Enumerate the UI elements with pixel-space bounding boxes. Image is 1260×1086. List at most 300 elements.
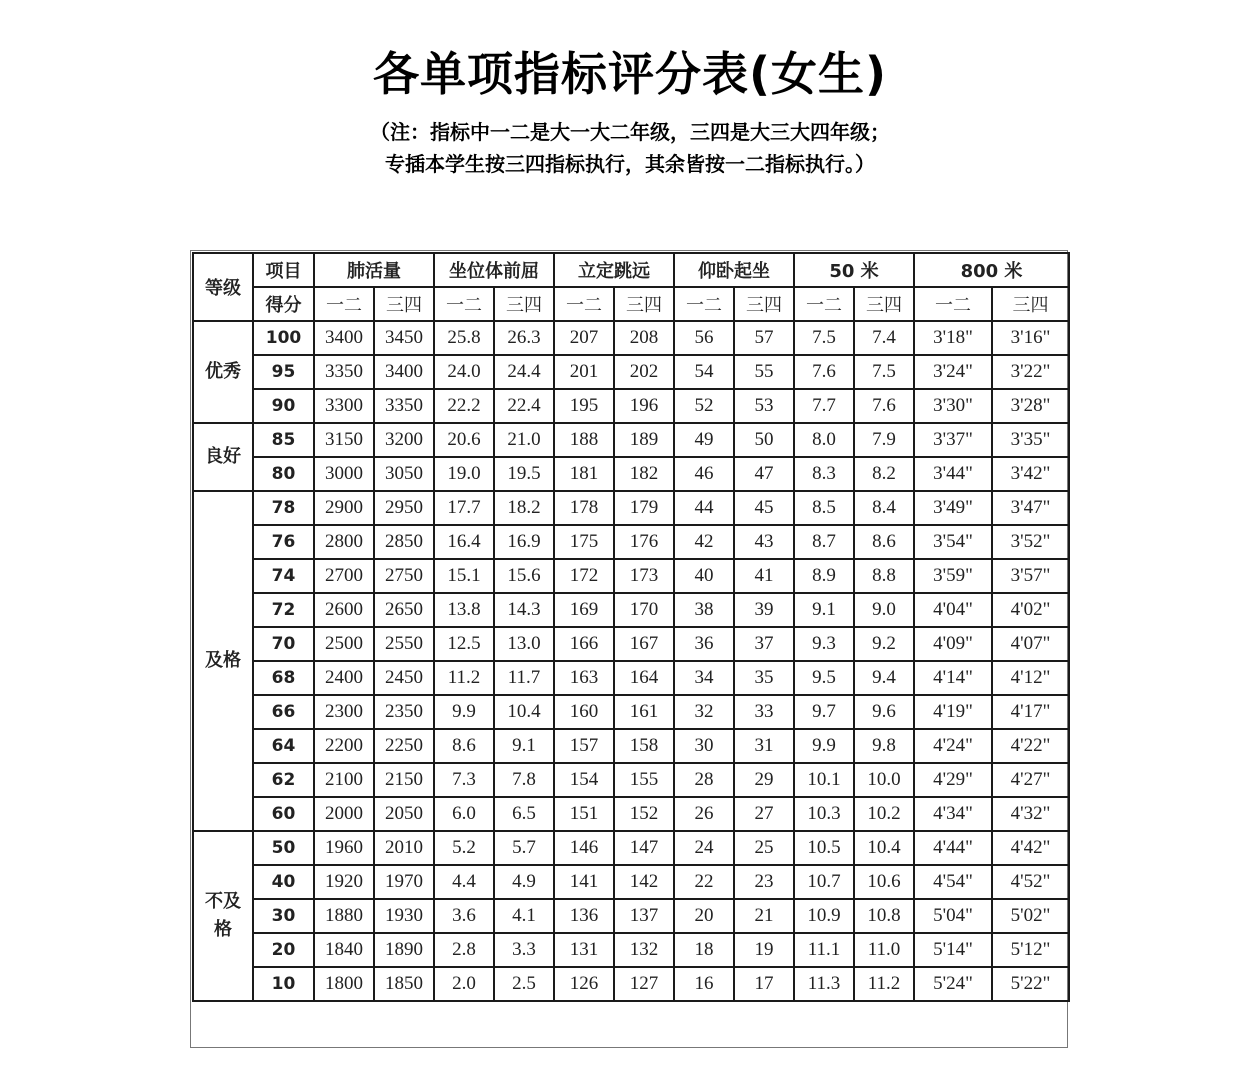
grade-cell: 良好 bbox=[193, 423, 253, 491]
value-cell: 155 bbox=[614, 763, 674, 797]
value-cell: 41 bbox=[734, 559, 794, 593]
value-cell: 8.6 bbox=[434, 729, 494, 763]
table-row bbox=[193, 763, 1069, 797]
value-cell: 3'16" bbox=[992, 321, 1069, 355]
value-cell: 2.8 bbox=[434, 933, 494, 967]
value-cell: 11.2 bbox=[854, 967, 914, 1001]
value-cell: 10.5 bbox=[794, 831, 854, 865]
table-row bbox=[193, 423, 1069, 457]
score-cell: 68 bbox=[253, 661, 314, 695]
value-cell: 4'19" bbox=[914, 695, 992, 729]
value-cell: 10.9 bbox=[794, 899, 854, 933]
value-cell: 50 bbox=[734, 423, 794, 457]
value-cell: 8.5 bbox=[794, 491, 854, 525]
value-cell: 18 bbox=[674, 933, 734, 967]
value-cell: 2750 bbox=[374, 559, 434, 593]
value-cell: 9.5 bbox=[794, 661, 854, 695]
value-cell: 127 bbox=[614, 967, 674, 1001]
value-cell: 7.5 bbox=[794, 321, 854, 355]
value-cell: 36 bbox=[674, 627, 734, 661]
value-cell: 1920 bbox=[314, 865, 374, 899]
grade-header: 等级 bbox=[193, 253, 253, 321]
value-cell: 2200 bbox=[314, 729, 374, 763]
value-cell: 8.2 bbox=[854, 457, 914, 491]
table-row bbox=[193, 491, 1069, 525]
value-cell: 157 bbox=[554, 729, 614, 763]
sub-header-34: 三四 bbox=[992, 287, 1069, 321]
value-cell: 15.1 bbox=[434, 559, 494, 593]
value-cell: 4'22" bbox=[992, 729, 1069, 763]
value-cell: 17 bbox=[734, 967, 794, 1001]
note-line-2: 专插本学生按三四指标执行，其余皆按一二指标执行。） bbox=[385, 152, 875, 176]
item-header-situp: 仰卧起坐 bbox=[674, 253, 794, 287]
value-cell: 3350 bbox=[314, 355, 374, 389]
table-row bbox=[193, 559, 1069, 593]
value-cell: 176 bbox=[614, 525, 674, 559]
value-cell: 1960 bbox=[314, 831, 374, 865]
value-cell: 3050 bbox=[374, 457, 434, 491]
score-cell: 30 bbox=[253, 899, 314, 933]
value-cell: 4'17" bbox=[992, 695, 1069, 729]
value-cell: 42 bbox=[674, 525, 734, 559]
value-cell: 23 bbox=[734, 865, 794, 899]
value-cell: 4'54" bbox=[914, 865, 992, 899]
value-cell: 132 bbox=[614, 933, 674, 967]
value-cell: 16.9 bbox=[494, 525, 554, 559]
sub-header-34: 三四 bbox=[614, 287, 674, 321]
value-cell: 24.4 bbox=[494, 355, 554, 389]
value-cell: 3150 bbox=[314, 423, 374, 457]
value-cell: 10.6 bbox=[854, 865, 914, 899]
score-cell: 60 bbox=[253, 797, 314, 831]
value-cell: 4'27" bbox=[992, 763, 1069, 797]
value-cell: 20 bbox=[674, 899, 734, 933]
table-row bbox=[193, 355, 1069, 389]
value-cell: 25 bbox=[734, 831, 794, 865]
score-cell: 72 bbox=[253, 593, 314, 627]
score-cell: 10 bbox=[253, 967, 314, 1001]
value-cell: 169 bbox=[554, 593, 614, 627]
value-cell: 1970 bbox=[374, 865, 434, 899]
value-cell: 8.8 bbox=[854, 559, 914, 593]
value-cell: 189 bbox=[614, 423, 674, 457]
value-cell: 3'52" bbox=[992, 525, 1069, 559]
value-cell: 2700 bbox=[314, 559, 374, 593]
value-cell: 12.5 bbox=[434, 627, 494, 661]
value-cell: 46 bbox=[674, 457, 734, 491]
value-cell: 9.6 bbox=[854, 695, 914, 729]
value-cell: 1880 bbox=[314, 899, 374, 933]
value-cell: 137 bbox=[614, 899, 674, 933]
value-cell: 24.0 bbox=[434, 355, 494, 389]
value-cell: 3'18" bbox=[914, 321, 992, 355]
value-cell: 2350 bbox=[374, 695, 434, 729]
value-cell: 26 bbox=[674, 797, 734, 831]
value-cell: 188 bbox=[554, 423, 614, 457]
value-cell: 182 bbox=[614, 457, 674, 491]
item-header: 项目 bbox=[253, 253, 314, 287]
value-cell: 2050 bbox=[374, 797, 434, 831]
value-cell: 54 bbox=[674, 355, 734, 389]
value-cell: 164 bbox=[614, 661, 674, 695]
value-cell: 45 bbox=[734, 491, 794, 525]
value-cell: 5'04" bbox=[914, 899, 992, 933]
value-cell: 181 bbox=[554, 457, 614, 491]
value-cell: 151 bbox=[554, 797, 614, 831]
value-cell: 172 bbox=[554, 559, 614, 593]
value-cell: 2650 bbox=[374, 593, 434, 627]
value-cell: 3400 bbox=[374, 355, 434, 389]
value-cell: 3'54" bbox=[914, 525, 992, 559]
value-cell: 3'28" bbox=[992, 389, 1069, 423]
value-cell: 4'24" bbox=[914, 729, 992, 763]
value-cell: 31 bbox=[734, 729, 794, 763]
score-cell: 66 bbox=[253, 695, 314, 729]
value-cell: 3'57" bbox=[992, 559, 1069, 593]
table-row bbox=[193, 593, 1069, 627]
value-cell: 32 bbox=[674, 695, 734, 729]
value-cell: 2010 bbox=[374, 831, 434, 865]
value-cell: 10.4 bbox=[854, 831, 914, 865]
value-cell: 8.4 bbox=[854, 491, 914, 525]
value-cell: 10.0 bbox=[854, 763, 914, 797]
value-cell: 9.9 bbox=[794, 729, 854, 763]
value-cell: 2300 bbox=[314, 695, 374, 729]
value-cell: 5'12" bbox=[992, 933, 1069, 967]
value-cell: 166 bbox=[554, 627, 614, 661]
value-cell: 7.7 bbox=[794, 389, 854, 423]
value-cell: 2150 bbox=[374, 763, 434, 797]
value-cell: 10.8 bbox=[854, 899, 914, 933]
value-cell: 6.5 bbox=[494, 797, 554, 831]
value-cell: 30 bbox=[674, 729, 734, 763]
value-cell: 195 bbox=[554, 389, 614, 423]
value-cell: 6.0 bbox=[434, 797, 494, 831]
score-cell: 90 bbox=[253, 389, 314, 423]
value-cell: 3'44" bbox=[914, 457, 992, 491]
value-cell: 7.3 bbox=[434, 763, 494, 797]
note-line-1: （注：指标中一二是大一大二年级，三四是大三大四年级； bbox=[370, 120, 890, 144]
grade-cell: 优秀 bbox=[193, 321, 253, 423]
value-cell: 8.7 bbox=[794, 525, 854, 559]
value-cell: 2600 bbox=[314, 593, 374, 627]
value-cell: 20.6 bbox=[434, 423, 494, 457]
value-cell: 1800 bbox=[314, 967, 374, 1001]
value-cell: 53 bbox=[734, 389, 794, 423]
item-header-50m: 50 米 bbox=[794, 253, 914, 287]
value-cell: 2100 bbox=[314, 763, 374, 797]
value-cell: 152 bbox=[614, 797, 674, 831]
value-cell: 8.0 bbox=[794, 423, 854, 457]
value-cell: 11.3 bbox=[794, 967, 854, 1001]
value-cell: 13.8 bbox=[434, 593, 494, 627]
value-cell: 22.4 bbox=[494, 389, 554, 423]
value-cell: 3'42" bbox=[992, 457, 1069, 491]
value-cell: 9.2 bbox=[854, 627, 914, 661]
value-cell: 2950 bbox=[374, 491, 434, 525]
value-cell: 9.8 bbox=[854, 729, 914, 763]
score-cell: 100 bbox=[253, 321, 314, 355]
value-cell: 49 bbox=[674, 423, 734, 457]
value-cell: 1930 bbox=[374, 899, 434, 933]
value-cell: 11.7 bbox=[494, 661, 554, 695]
value-cell: 4'32" bbox=[992, 797, 1069, 831]
value-cell: 5'02" bbox=[992, 899, 1069, 933]
value-cell: 28 bbox=[674, 763, 734, 797]
sub-header-12: 一二 bbox=[554, 287, 614, 321]
value-cell: 2400 bbox=[314, 661, 374, 695]
grade-cell: 及格 bbox=[193, 491, 253, 831]
value-cell: 4'34" bbox=[914, 797, 992, 831]
value-cell: 18.2 bbox=[494, 491, 554, 525]
sub-header-34: 三四 bbox=[854, 287, 914, 321]
value-cell: 4'02" bbox=[992, 593, 1069, 627]
sub-header-12: 一二 bbox=[794, 287, 854, 321]
value-cell: 2550 bbox=[374, 627, 434, 661]
score-header: 得分 bbox=[253, 287, 314, 321]
value-cell: 43 bbox=[734, 525, 794, 559]
value-cell: 3000 bbox=[314, 457, 374, 491]
value-cell: 3450 bbox=[374, 321, 434, 355]
value-cell: 29 bbox=[734, 763, 794, 797]
value-cell: 147 bbox=[614, 831, 674, 865]
value-cell: 4'04" bbox=[914, 593, 992, 627]
value-cell: 161 bbox=[614, 695, 674, 729]
score-cell: 85 bbox=[253, 423, 314, 457]
value-cell: 7.9 bbox=[854, 423, 914, 457]
value-cell: 11.2 bbox=[434, 661, 494, 695]
value-cell: 15.6 bbox=[494, 559, 554, 593]
value-cell: 16 bbox=[674, 967, 734, 1001]
value-cell: 3'37" bbox=[914, 423, 992, 457]
score-cell: 78 bbox=[253, 491, 314, 525]
value-cell: 9.1 bbox=[794, 593, 854, 627]
sub-header-12: 一二 bbox=[314, 287, 374, 321]
value-cell: 2.0 bbox=[434, 967, 494, 1001]
value-cell: 4'14" bbox=[914, 661, 992, 695]
header-row-2 bbox=[193, 287, 1069, 321]
sub-header-12: 一二 bbox=[674, 287, 734, 321]
value-cell: 56 bbox=[674, 321, 734, 355]
value-cell: 4'09" bbox=[914, 627, 992, 661]
value-cell: 7.4 bbox=[854, 321, 914, 355]
table-row bbox=[193, 389, 1069, 423]
value-cell: 26.3 bbox=[494, 321, 554, 355]
value-cell: 39 bbox=[734, 593, 794, 627]
value-cell: 19.0 bbox=[434, 457, 494, 491]
value-cell: 7.6 bbox=[854, 389, 914, 423]
value-cell: 16.4 bbox=[434, 525, 494, 559]
value-cell: 21.0 bbox=[494, 423, 554, 457]
value-cell: 2500 bbox=[314, 627, 374, 661]
value-cell: 1840 bbox=[314, 933, 374, 967]
table-row bbox=[193, 661, 1069, 695]
value-cell: 47 bbox=[734, 457, 794, 491]
value-cell: 170 bbox=[614, 593, 674, 627]
sub-header-12: 一二 bbox=[914, 287, 992, 321]
value-cell: 7.5 bbox=[854, 355, 914, 389]
score-cell: 20 bbox=[253, 933, 314, 967]
value-cell: 131 bbox=[554, 933, 614, 967]
value-cell: 5.7 bbox=[494, 831, 554, 865]
score-cell: 50 bbox=[253, 831, 314, 865]
table-row bbox=[193, 627, 1069, 661]
score-table bbox=[192, 252, 1070, 1002]
value-cell: 17.7 bbox=[434, 491, 494, 525]
value-cell: 4'44" bbox=[914, 831, 992, 865]
value-cell: 13.0 bbox=[494, 627, 554, 661]
item-header-long-jump: 立定跳远 bbox=[554, 253, 674, 287]
score-cell: 64 bbox=[253, 729, 314, 763]
value-cell: 11.1 bbox=[794, 933, 854, 967]
score-cell: 70 bbox=[253, 627, 314, 661]
value-cell: 2250 bbox=[374, 729, 434, 763]
value-cell: 3'22" bbox=[992, 355, 1069, 389]
value-cell: 19 bbox=[734, 933, 794, 967]
value-cell: 175 bbox=[554, 525, 614, 559]
value-cell: 136 bbox=[554, 899, 614, 933]
value-cell: 3300 bbox=[314, 389, 374, 423]
value-cell: 3400 bbox=[314, 321, 374, 355]
score-cell: 76 bbox=[253, 525, 314, 559]
sub-header-12: 一二 bbox=[434, 287, 494, 321]
value-cell: 158 bbox=[614, 729, 674, 763]
value-cell: 24 bbox=[674, 831, 734, 865]
value-cell: 25.8 bbox=[434, 321, 494, 355]
value-cell: 201 bbox=[554, 355, 614, 389]
value-cell: 7.8 bbox=[494, 763, 554, 797]
value-cell: 5.2 bbox=[434, 831, 494, 865]
value-cell: 142 bbox=[614, 865, 674, 899]
value-cell: 178 bbox=[554, 491, 614, 525]
value-cell: 179 bbox=[614, 491, 674, 525]
table-row bbox=[193, 729, 1069, 763]
value-cell: 207 bbox=[554, 321, 614, 355]
value-cell: 27 bbox=[734, 797, 794, 831]
value-cell: 1850 bbox=[374, 967, 434, 1001]
table-row bbox=[193, 797, 1069, 831]
value-cell: 163 bbox=[554, 661, 614, 695]
value-cell: 2850 bbox=[374, 525, 434, 559]
value-cell: 5'22" bbox=[992, 967, 1069, 1001]
value-cell: 3'47" bbox=[992, 491, 1069, 525]
value-cell: 4'07" bbox=[992, 627, 1069, 661]
value-cell: 3'49" bbox=[914, 491, 992, 525]
value-cell: 44 bbox=[674, 491, 734, 525]
value-cell: 3'30" bbox=[914, 389, 992, 423]
score-cell: 74 bbox=[253, 559, 314, 593]
value-cell: 4.4 bbox=[434, 865, 494, 899]
value-cell: 9.7 bbox=[794, 695, 854, 729]
value-cell: 141 bbox=[554, 865, 614, 899]
item-header-sit-reach: 坐位体前屈 bbox=[434, 253, 554, 287]
value-cell: 34 bbox=[674, 661, 734, 695]
table-row bbox=[193, 899, 1069, 933]
score-cell: 40 bbox=[253, 865, 314, 899]
value-cell: 8.9 bbox=[794, 559, 854, 593]
grade-cell bbox=[193, 831, 253, 1001]
value-cell: 9.1 bbox=[494, 729, 554, 763]
table-row bbox=[193, 457, 1069, 491]
value-cell: 10.7 bbox=[794, 865, 854, 899]
score-cell: 80 bbox=[253, 457, 314, 491]
sub-header-34: 三四 bbox=[494, 287, 554, 321]
table-row bbox=[193, 525, 1069, 559]
value-cell: 208 bbox=[614, 321, 674, 355]
value-cell: 10.4 bbox=[494, 695, 554, 729]
page-title: 各单项指标评分表(女生) bbox=[372, 47, 888, 101]
item-header-lung: 肺活量 bbox=[314, 253, 434, 287]
value-cell: 2.5 bbox=[494, 967, 554, 1001]
value-cell: 1890 bbox=[374, 933, 434, 967]
value-cell: 40 bbox=[674, 559, 734, 593]
value-cell: 9.0 bbox=[854, 593, 914, 627]
value-cell: 2900 bbox=[314, 491, 374, 525]
value-cell: 196 bbox=[614, 389, 674, 423]
value-cell: 9.9 bbox=[434, 695, 494, 729]
table-row bbox=[193, 695, 1069, 729]
score-cell: 95 bbox=[253, 355, 314, 389]
score-cell: 62 bbox=[253, 763, 314, 797]
value-cell: 4'29" bbox=[914, 763, 992, 797]
value-cell: 37 bbox=[734, 627, 794, 661]
table-row bbox=[193, 865, 1069, 899]
table-row bbox=[193, 967, 1069, 1001]
value-cell: 9.3 bbox=[794, 627, 854, 661]
grade-label-line: 格 bbox=[214, 919, 232, 940]
value-cell: 14.3 bbox=[494, 593, 554, 627]
value-cell: 3350 bbox=[374, 389, 434, 423]
sub-header-34: 三四 bbox=[374, 287, 434, 321]
value-cell: 202 bbox=[614, 355, 674, 389]
value-cell: 173 bbox=[614, 559, 674, 593]
value-cell: 3.6 bbox=[434, 899, 494, 933]
value-cell: 4'42" bbox=[992, 831, 1069, 865]
table-row bbox=[193, 933, 1069, 967]
value-cell: 21 bbox=[734, 899, 794, 933]
value-cell: 11.0 bbox=[854, 933, 914, 967]
value-cell: 5'14" bbox=[914, 933, 992, 967]
value-cell: 4.1 bbox=[494, 899, 554, 933]
value-cell: 4'12" bbox=[992, 661, 1069, 695]
value-cell: 160 bbox=[554, 695, 614, 729]
value-cell: 8.6 bbox=[854, 525, 914, 559]
value-cell: 35 bbox=[734, 661, 794, 695]
value-cell: 22.2 bbox=[434, 389, 494, 423]
value-cell: 8.3 bbox=[794, 457, 854, 491]
value-cell: 33 bbox=[734, 695, 794, 729]
grade-label-line: 不及 bbox=[205, 891, 241, 912]
value-cell: 10.3 bbox=[794, 797, 854, 831]
sub-header-34: 三四 bbox=[734, 287, 794, 321]
value-cell: 126 bbox=[554, 967, 614, 1001]
table-row bbox=[193, 321, 1069, 355]
value-cell: 3'59" bbox=[914, 559, 992, 593]
value-cell: 10.2 bbox=[854, 797, 914, 831]
value-cell: 38 bbox=[674, 593, 734, 627]
value-cell: 57 bbox=[734, 321, 794, 355]
value-cell: 4.9 bbox=[494, 865, 554, 899]
table-row bbox=[193, 831, 1069, 865]
value-cell: 52 bbox=[674, 389, 734, 423]
value-cell: 55 bbox=[734, 355, 794, 389]
value-cell: 9.4 bbox=[854, 661, 914, 695]
value-cell: 2000 bbox=[314, 797, 374, 831]
value-cell: 7.6 bbox=[794, 355, 854, 389]
header-row-1 bbox=[193, 253, 1069, 287]
value-cell: 19.5 bbox=[494, 457, 554, 491]
value-cell: 2450 bbox=[374, 661, 434, 695]
